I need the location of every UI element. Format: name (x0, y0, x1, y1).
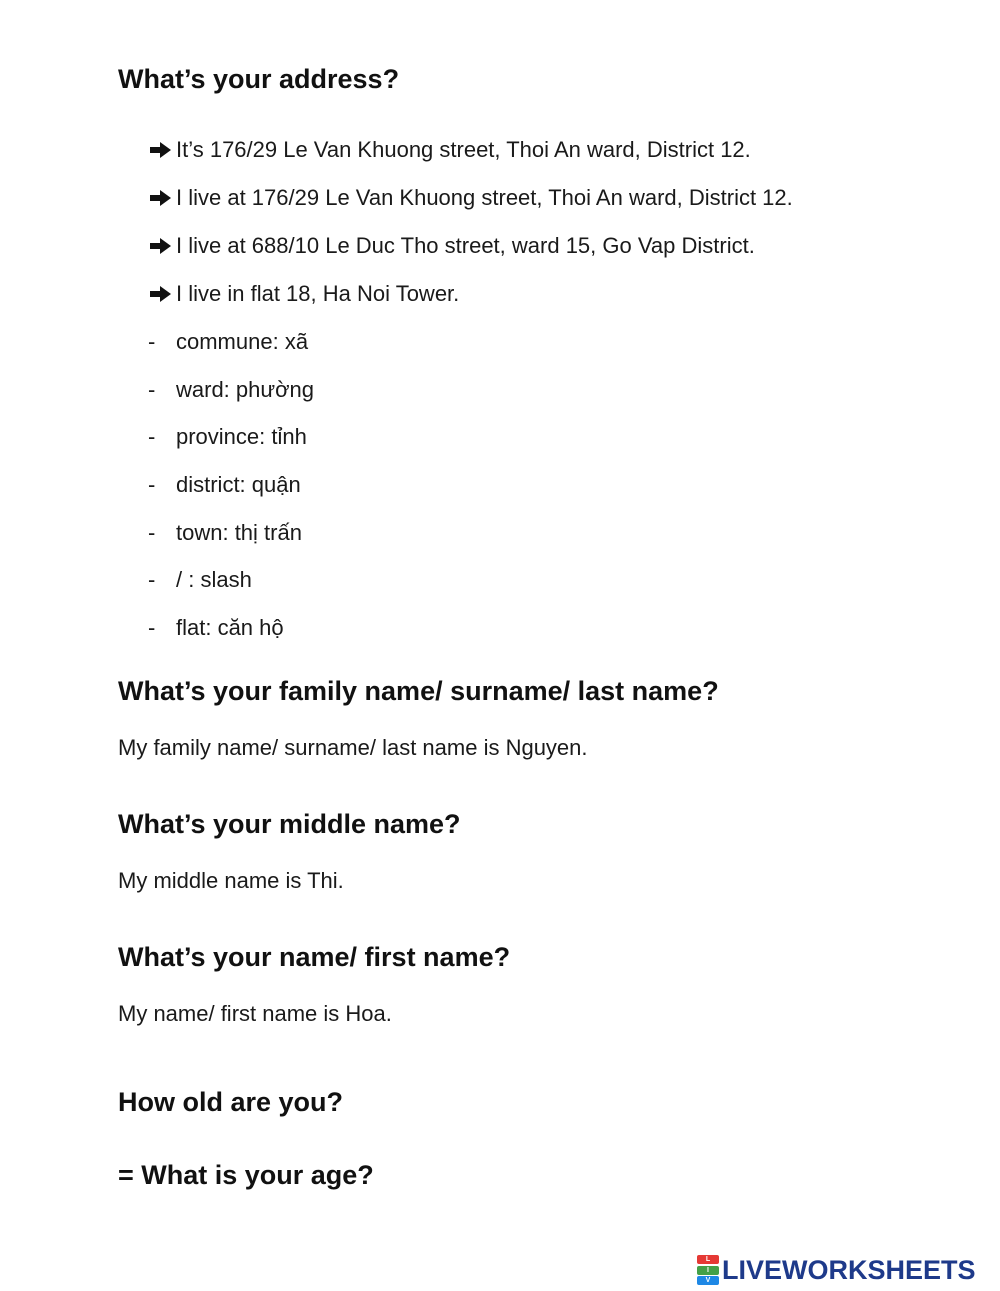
middle-name-question: What’s your middle name? (118, 809, 461, 839)
address-answer-2 (148, 185, 793, 211)
liveworksheets-logo (697, 1253, 976, 1287)
right-arrow-icon (148, 235, 174, 257)
vocab-text: district: quận (176, 472, 301, 497)
age-alt-question: = What is your age? (118, 1160, 374, 1190)
address-answer-1 (148, 137, 751, 163)
first-name-answer: My name/ first name is Hoa. (118, 1001, 392, 1026)
dash-bullet: - (148, 329, 156, 354)
answer-text: I live in flat 18, Ha Noi Tower. (176, 281, 460, 306)
right-arrow-icon (148, 187, 174, 209)
vocab-item-slash (148, 567, 252, 593)
address-question: What’s your address? (118, 64, 400, 94)
age-question: How old are you? (118, 1087, 344, 1117)
logo-block-i: I (697, 1266, 719, 1275)
logo-blocks-icon (697, 1255, 719, 1285)
dash-bullet: - (148, 472, 156, 497)
right-arrow-icon (148, 139, 174, 161)
address-answer-4 (148, 281, 459, 307)
vocab-item-district (148, 472, 301, 498)
vocab-text: flat: căn hộ (176, 615, 284, 640)
dash-bullet: - (148, 567, 156, 592)
first-name-question: What’s your name/ first name? (118, 942, 511, 972)
vocab-text: commune: xã (176, 329, 309, 354)
vocab-item-province (148, 424, 307, 450)
vocab-text: province: tỉnh (176, 424, 307, 449)
answer-text: I live at 176/29 Le Van Khuong street, Thoi An ward, District 12. (176, 185, 793, 210)
dash-bullet: - (148, 520, 156, 545)
family-name-answer: My family name/ surname/ last name is Nguyen. (118, 735, 588, 760)
vocab-item-commune (148, 329, 308, 355)
logo-text: LIVEWORKSHEETS (722, 1254, 976, 1285)
dash-bullet: - (148, 377, 156, 402)
logo-block-v: V (697, 1276, 719, 1285)
address-answer-3 (148, 233, 755, 259)
vocab-text: / : slash (176, 567, 252, 592)
dash-bullet: - (148, 615, 156, 640)
answer-text: It’s 176/29 Le Van Khuong street, Thoi An ward, District 12. (176, 137, 751, 162)
logo-block-l: L (697, 1255, 719, 1264)
middle-name-answer: My middle name is Thi. (118, 868, 344, 893)
vocab-item-ward (148, 377, 314, 403)
vocab-item-town (148, 520, 302, 546)
vocab-item-flat (148, 615, 284, 641)
family-name-question: What’s your family name/ surname/ last name? (118, 676, 719, 706)
vocab-text: town: thị trấn (176, 520, 302, 545)
right-arrow-icon (148, 283, 174, 305)
answer-text: I live at 688/10 Le Duc Tho street, ward 15, Go Vap District. (176, 233, 755, 258)
dash-bullet: - (148, 424, 156, 449)
vocab-text: ward: phường (176, 377, 315, 402)
